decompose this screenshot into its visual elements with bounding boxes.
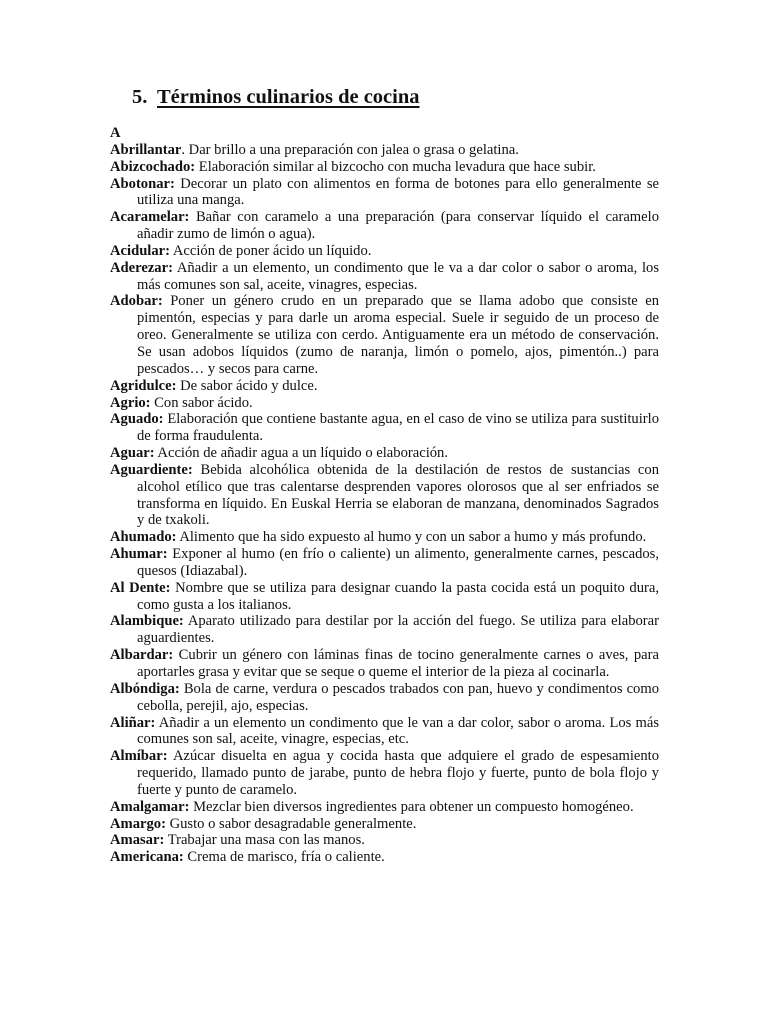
glossary-term: Ahumar: — [110, 546, 168, 563]
glossary-entry — [110, 546, 659, 580]
glossary-term: Aliñar: — [110, 714, 156, 731]
glossary-definition: Acción de añadir agua a un líquido o elaboración. — [154, 445, 448, 462]
glossary-definition: Aparato utilizado para destilar por la acción del fuego. Se utiliza para elaborar aguardientes. — [137, 613, 659, 647]
glossary-entry — [110, 411, 659, 445]
glossary-term: Aguardiente: — [110, 461, 193, 478]
glossary-definition: Con sabor ácido. — [150, 394, 253, 411]
glossary-entry — [110, 647, 659, 681]
glossary-entry — [110, 816, 659, 833]
glossary-entry — [110, 209, 659, 243]
glossary-definition: Azúcar disuelta en agua y cocida hasta que adquiere el grado de espesamiento requerido, llamado punto de jarabe, punto de hebra flojo y fuerte, punto de bola flojo y fuerte y punto de caramelo. — [137, 748, 659, 798]
glossary-entry — [110, 849, 659, 866]
glossary-entry — [110, 159, 659, 176]
glossary-definition: Alimento que ha sido expuesto al humo y con un sabor a humo y más profundo. — [176, 529, 647, 546]
glossary-term: Al Dente: — [110, 579, 171, 596]
glossary-entry — [110, 748, 659, 799]
glossary-term: Americana: — [110, 849, 184, 866]
glossary-term: Agrio: — [110, 394, 151, 411]
glossary-definition: Decorar un plato con alimentos en forma de botones para ello generalmente se utiliza una manga. — [137, 175, 659, 209]
glossary-term: Albardar: — [110, 647, 174, 664]
glossary-entry — [110, 378, 659, 395]
glossary-term: Acaramelar: — [110, 209, 190, 226]
glossary-term: Abotonar: — [110, 175, 175, 192]
glossary-entry — [110, 529, 659, 546]
glossary-term: Amalgamar: — [110, 798, 190, 815]
glossary-entry — [110, 176, 659, 210]
glossary-definition: Nombre que se utiliza para designar cuando la pasta cocida está un poquito dura, como gusta a los italianos. — [137, 579, 659, 613]
glossary-entry — [110, 293, 659, 377]
glossary-entry — [110, 142, 659, 159]
glossary-term: Almíbar: — [110, 748, 168, 765]
glossary-term: Adobar: — [110, 293, 163, 310]
glossary-term: Aguado: — [110, 411, 164, 428]
glossary-definition: Poner un género crudo en un preparado que se llama adobo que consiste en pimentón, especias y para darle un aroma especial. Suele ir seguido de un proceso de oreo. Generalmente se utiliza con cerdo. Antiguamente era un método de conservación. Se usan adobos líquidos (zumo de naranja, limón o pomelo, ajos, pimentón..) para pescados… y secos para carne. — [137, 293, 659, 377]
section-title: Términos culinarios de cocina — [157, 86, 420, 108]
glossary-definition: Bebida alcohólica obtenida de la destilación de restos de sustancias con alcohol etílico que tras calentarse desprenden vapores olorosos que al ser enfriados se transforma en líquido. En Euskal Herria se elaboran de manzana, denominados Sagrados y de txakoli. — [137, 461, 659, 529]
glossary-definition: Mezclar bien diversos ingredientes para obtener un compuesto homogéneo. — [189, 798, 634, 815]
glossary-definition: Trabajar una masa con las manos. — [164, 832, 365, 849]
glossary — [110, 125, 659, 866]
glossary-term: Amargo: — [110, 815, 166, 832]
glossary-term: Abizcochado: — [110, 158, 196, 175]
glossary-definition: Gusto o sabor desagradable generalmente. — [165, 815, 417, 832]
glossary-entry — [110, 715, 659, 749]
glossary-entry — [110, 395, 659, 412]
glossary-definition: Añadir a un elemento un condimento que le van a dar color, sabor o aroma. Los más comunes son sal, aceite, vinagre, especias, etc. — [137, 714, 659, 748]
glossary-term: Alambique: — [110, 613, 184, 630]
letter-heading: A — [110, 125, 121, 141]
glossary-entry — [110, 243, 659, 260]
glossary-definition: Elaboración similar al bizcocho con mucha levadura que hace subir. — [195, 158, 596, 175]
glossary-definition: Exponer al humo (en frío o caliente) un alimento, generalmente carnes, pescados, quesos (Idiazabal). — [137, 546, 659, 579]
glossary-entry — [110, 613, 659, 647]
glossary-term: Albóndiga: — [110, 680, 180, 697]
section-heading — [132, 84, 420, 110]
glossary-entry — [110, 445, 659, 462]
glossary-entry — [110, 462, 659, 529]
glossary-definition: Bañar con caramelo a una preparación (para conservar líquido el caramelo añadir zumo de limón o agua). — [137, 209, 659, 243]
glossary-definition: Añadir a un elemento, un condimento que le va a dar color o sabor o aroma, los más comunes son sal, aceite, vinagres, especias. — [137, 259, 659, 293]
glossary-term: Aguar: — [110, 445, 155, 462]
glossary-entry — [110, 832, 659, 849]
glossary-term: Amasar: — [110, 832, 165, 849]
glossary-entry — [110, 260, 659, 294]
glossary-definition: Crema de marisco, fría o caliente. — [183, 849, 385, 866]
glossary-definition: Bola de carne, verdura o pescados trabados con pan, huevo y condimentos como cebolla, perejil, ajo, especias. — [137, 680, 659, 714]
glossary-term: Abrillantar — [110, 141, 182, 158]
glossary-term: Acidular: — [110, 242, 170, 259]
glossary-entry — [110, 681, 659, 715]
glossary-definition: Acción de poner ácido un líquido. — [170, 242, 372, 259]
section-number: 5. — [132, 86, 148, 108]
glossary-term: Aderezar: — [110, 259, 173, 276]
glossary-definition: De sabor ácido y dulce. — [176, 377, 318, 394]
glossary-definition: Cubrir un género con láminas finas de tocino generalmente carnes o aves, para aportarles grasa y evitar que se seque o queme el interior de la pieza al cocinarla. — [137, 647, 659, 680]
glossary-entry — [110, 580, 659, 614]
glossary-term: Ahumado: — [110, 529, 177, 546]
glossary-entry — [110, 799, 659, 816]
glossary-term: Agridulce: — [110, 377, 177, 394]
glossary-definition: Elaboración que contiene bastante agua, en el caso de vino se utiliza para sustituirlo de forma fraudulenta. — [137, 411, 659, 445]
glossary-definition: . Dar brillo a una preparación con jalea o grasa o gelatina. — [181, 141, 519, 158]
